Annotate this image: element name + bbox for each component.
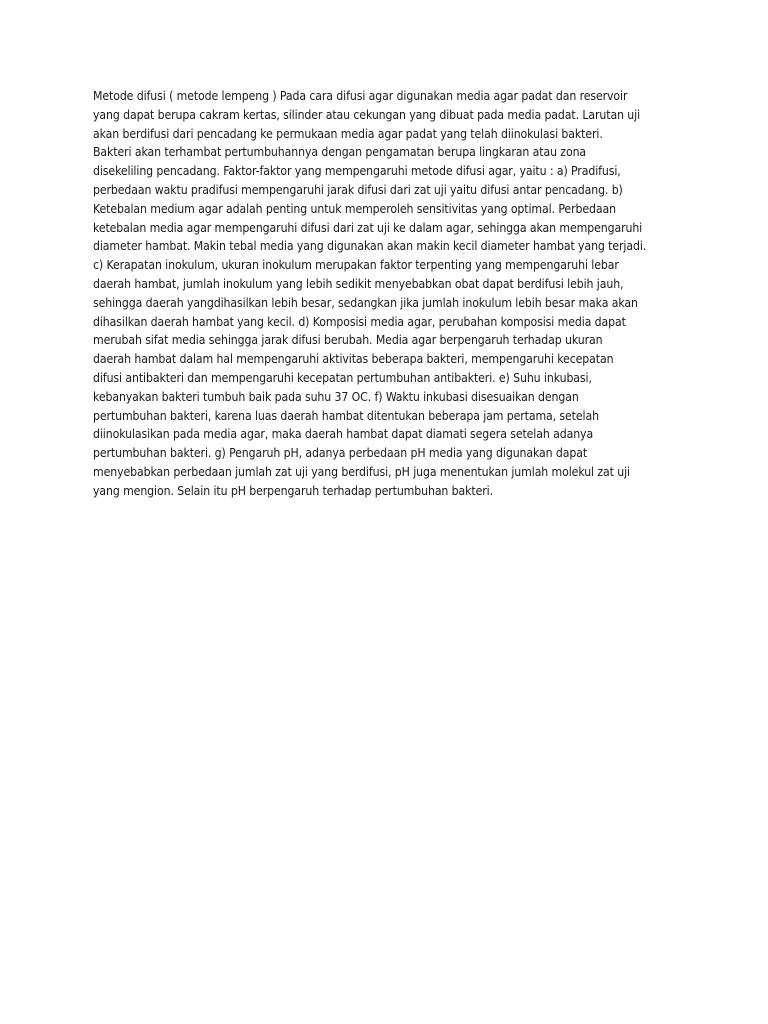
paragraph-line-9: diameter hambat. Makin tebal media yang digunakan akan makin kecil diameter hambat yang terjadi. — [93, 239, 647, 254]
paragraph-line-20: pertumbuhan bakteri. g) Pengaruh pH, adanya perbedaan pH media yang digunakan dapat — [93, 446, 588, 461]
paragraph-line-7: Ketebalan medium agar adalah penting untuk memperoleh sensitivitas yang optimal. Perbedaan — [93, 201, 616, 216]
paragraph-line-15: daerah hambat dalam hal mempengaruhi aktivitas beberapa bakteri, mempengaruhi kecepatan — [93, 352, 614, 367]
paragraph-line-17: kebanyakan bakteri tumbuh baik pada suhu 37 OC. f) Waktu inkubasi disesuaikan dengan — [93, 389, 579, 404]
paragraph-line-12: sehingga daerah yangdihasilkan lebih besar, sedangkan jika jumlah inokulum lebih besar maka akan — [93, 295, 638, 310]
paragraph-line-10: c) Kerapatan inokulum, ukuran inokulum merupakan faktor terpenting yang mempengaruhi lebar — [93, 258, 619, 273]
paragraph-line-3: akan berdifusi dari pencadang ke permukaan media agar padat yang telah diinokulasi bakteri. — [93, 126, 603, 141]
paragraph-line-11: daerah hambat, jumlah inokulum yang lebih sedikit menyebabkan obat dapat berdifusi lebih jauh, — [93, 276, 624, 291]
paragraph-line-13: dihasilkan daerah hambat yang kecil. d) Komposisi media agar, perubahan komposisi media dapat — [93, 314, 626, 329]
paragraph-line-19: diinokulasikan pada media agar, maka daerah hambat dapat diamati segera setelah adanya — [93, 427, 594, 442]
paragraph-line-6: perbedaan waktu pradifusi mempengaruhi jarak difusi dari zat uji yaitu difusi antar pencadang. b) — [93, 182, 623, 197]
paragraph-line-1: Metode difusi ( metode lempeng ) Pada cara difusi agar digunakan media agar padat dan reservoir — [93, 89, 628, 103]
paragraph-line-5: disekeliling pencadang. Faktor-faktor yang mempengaruhi metode difusi agar, yaitu : a) Pradifusi, — [93, 164, 621, 179]
paragraph-line-22: yang mengion. Selain itu pH berpengaruh terhadap pertumbuhan bakteri. — [93, 483, 493, 498]
paragraph-line-16: difusi antibakteri dan mempengaruhi kecepatan pertumbuhan antibakteri. e) Suhu inkubasi, — [93, 370, 592, 385]
paragraph-line-8: ketebalan media agar mempengaruhi difusi dari zat uji ke dalam agar, sehingga akan mempengaruhi — [93, 220, 643, 235]
body-paragraph — [93, 87, 683, 501]
paragraph-line-21: menyebabkan perbedaan jumlah zat uji yang berdifusi, pH juga menentukan jumlah molekul zat uji — [93, 464, 630, 479]
paragraph-line-4: Bakteri akan terhambat pertumbuhannya dengan pengamatan berupa lingkaran atau zona — [93, 145, 587, 160]
paragraph-line-18: pertumbuhan bakteri, karena luas daerah hambat ditentukan beberapa jam pertama, setelah — [93, 408, 599, 423]
paragraph-line-14: merubah sifat media sehingga jarak difusi berubah. Media agar berpengaruh terhadap ukuran — [93, 333, 603, 348]
paragraph-line-2: yang dapat berupa cakram kertas, silinder atau cekungan yang dibuat pada media padat. Larutan uji — [93, 107, 641, 122]
